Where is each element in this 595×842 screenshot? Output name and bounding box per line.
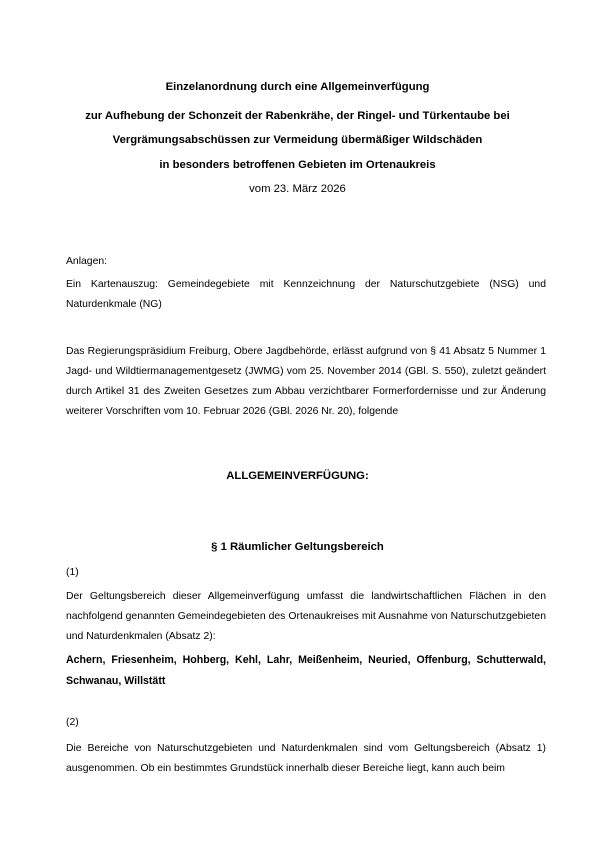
title-line-3: Vergrämungsabschüssen zur Vermeidung übermäßiger Wildschäden bbox=[112, 134, 483, 146]
section-1-para-1-text: Der Geltungsbereich dieser Allgemeinverfügung umfasst die landwirtschaftlichen Flächen in den nachfolgend genannten Gemeindegebieten des Ortenaukreises mit Ausnahme von Naturschutzgebieten und Naturdenkmalen (Absatz 2): bbox=[66, 591, 546, 642]
section-1-heading: § 1 Räumlicher Geltungsbereich bbox=[211, 541, 384, 553]
attachments-label: Anlagen: bbox=[66, 256, 108, 267]
title-line-1: Einzelanordnung durch eine Allgemeinverfügung bbox=[165, 81, 430, 93]
title-line-2: zur Aufhebung der Schonzeit der Rabenkrähe, der Ringel- und Türkentaube bei bbox=[85, 110, 510, 122]
title-line-4: in besonders betroffenen Gebieten im Ortenaukreis bbox=[159, 159, 436, 171]
section-1-para-2-number: (2) bbox=[66, 717, 79, 728]
preamble-paragraph: Das Regierungspräsidium Freiburg, Obere Jagdbehörde, erlässt aufgrund von § 41 Absatz 5 Nummer 1 Jagd- und Wildtiermanagementgesetz (JWMG) vom 25. November 2014 (GBl. S. 550), zuletzt geändert durch Artikel 31 des Zweiten Gesetzes zum Abbau verzichtbarer Formerfordernisse und zur Änderung weiterer Vorschriften vom 10. Februar 2026 (GBl. 2026 Nr. 20), folgende bbox=[66, 346, 546, 417]
section-1-para-2-text: Die Bereiche von Naturschutzgebieten und Naturdenkmalen sind vom Geltungsbereich (Absatz 1) ausgenommen. Ob ein bestimmtes Grundstück innerhalb dieser Bereiche liegt, kann auch beim bbox=[66, 743, 546, 774]
attachments-text: Ein Kartenauszug: Gemeindegebiete mit Kennzeichnung der Naturschutzgebiete (NSG) und Naturdenkmale (NG) bbox=[66, 279, 546, 310]
main-heading: ALLGEMEINVERFÜGUNG: bbox=[226, 470, 369, 482]
title-date: vom 23. März 2026 bbox=[249, 183, 346, 195]
section-1-para-1-number: (1) bbox=[66, 567, 79, 578]
municipality-list: Achern, Friesenheim, Hohberg, Kehl, Lahr, Meißenheim, Neuried, Offenburg, Schutterwald, Schwanau, Willstätt bbox=[66, 654, 546, 687]
